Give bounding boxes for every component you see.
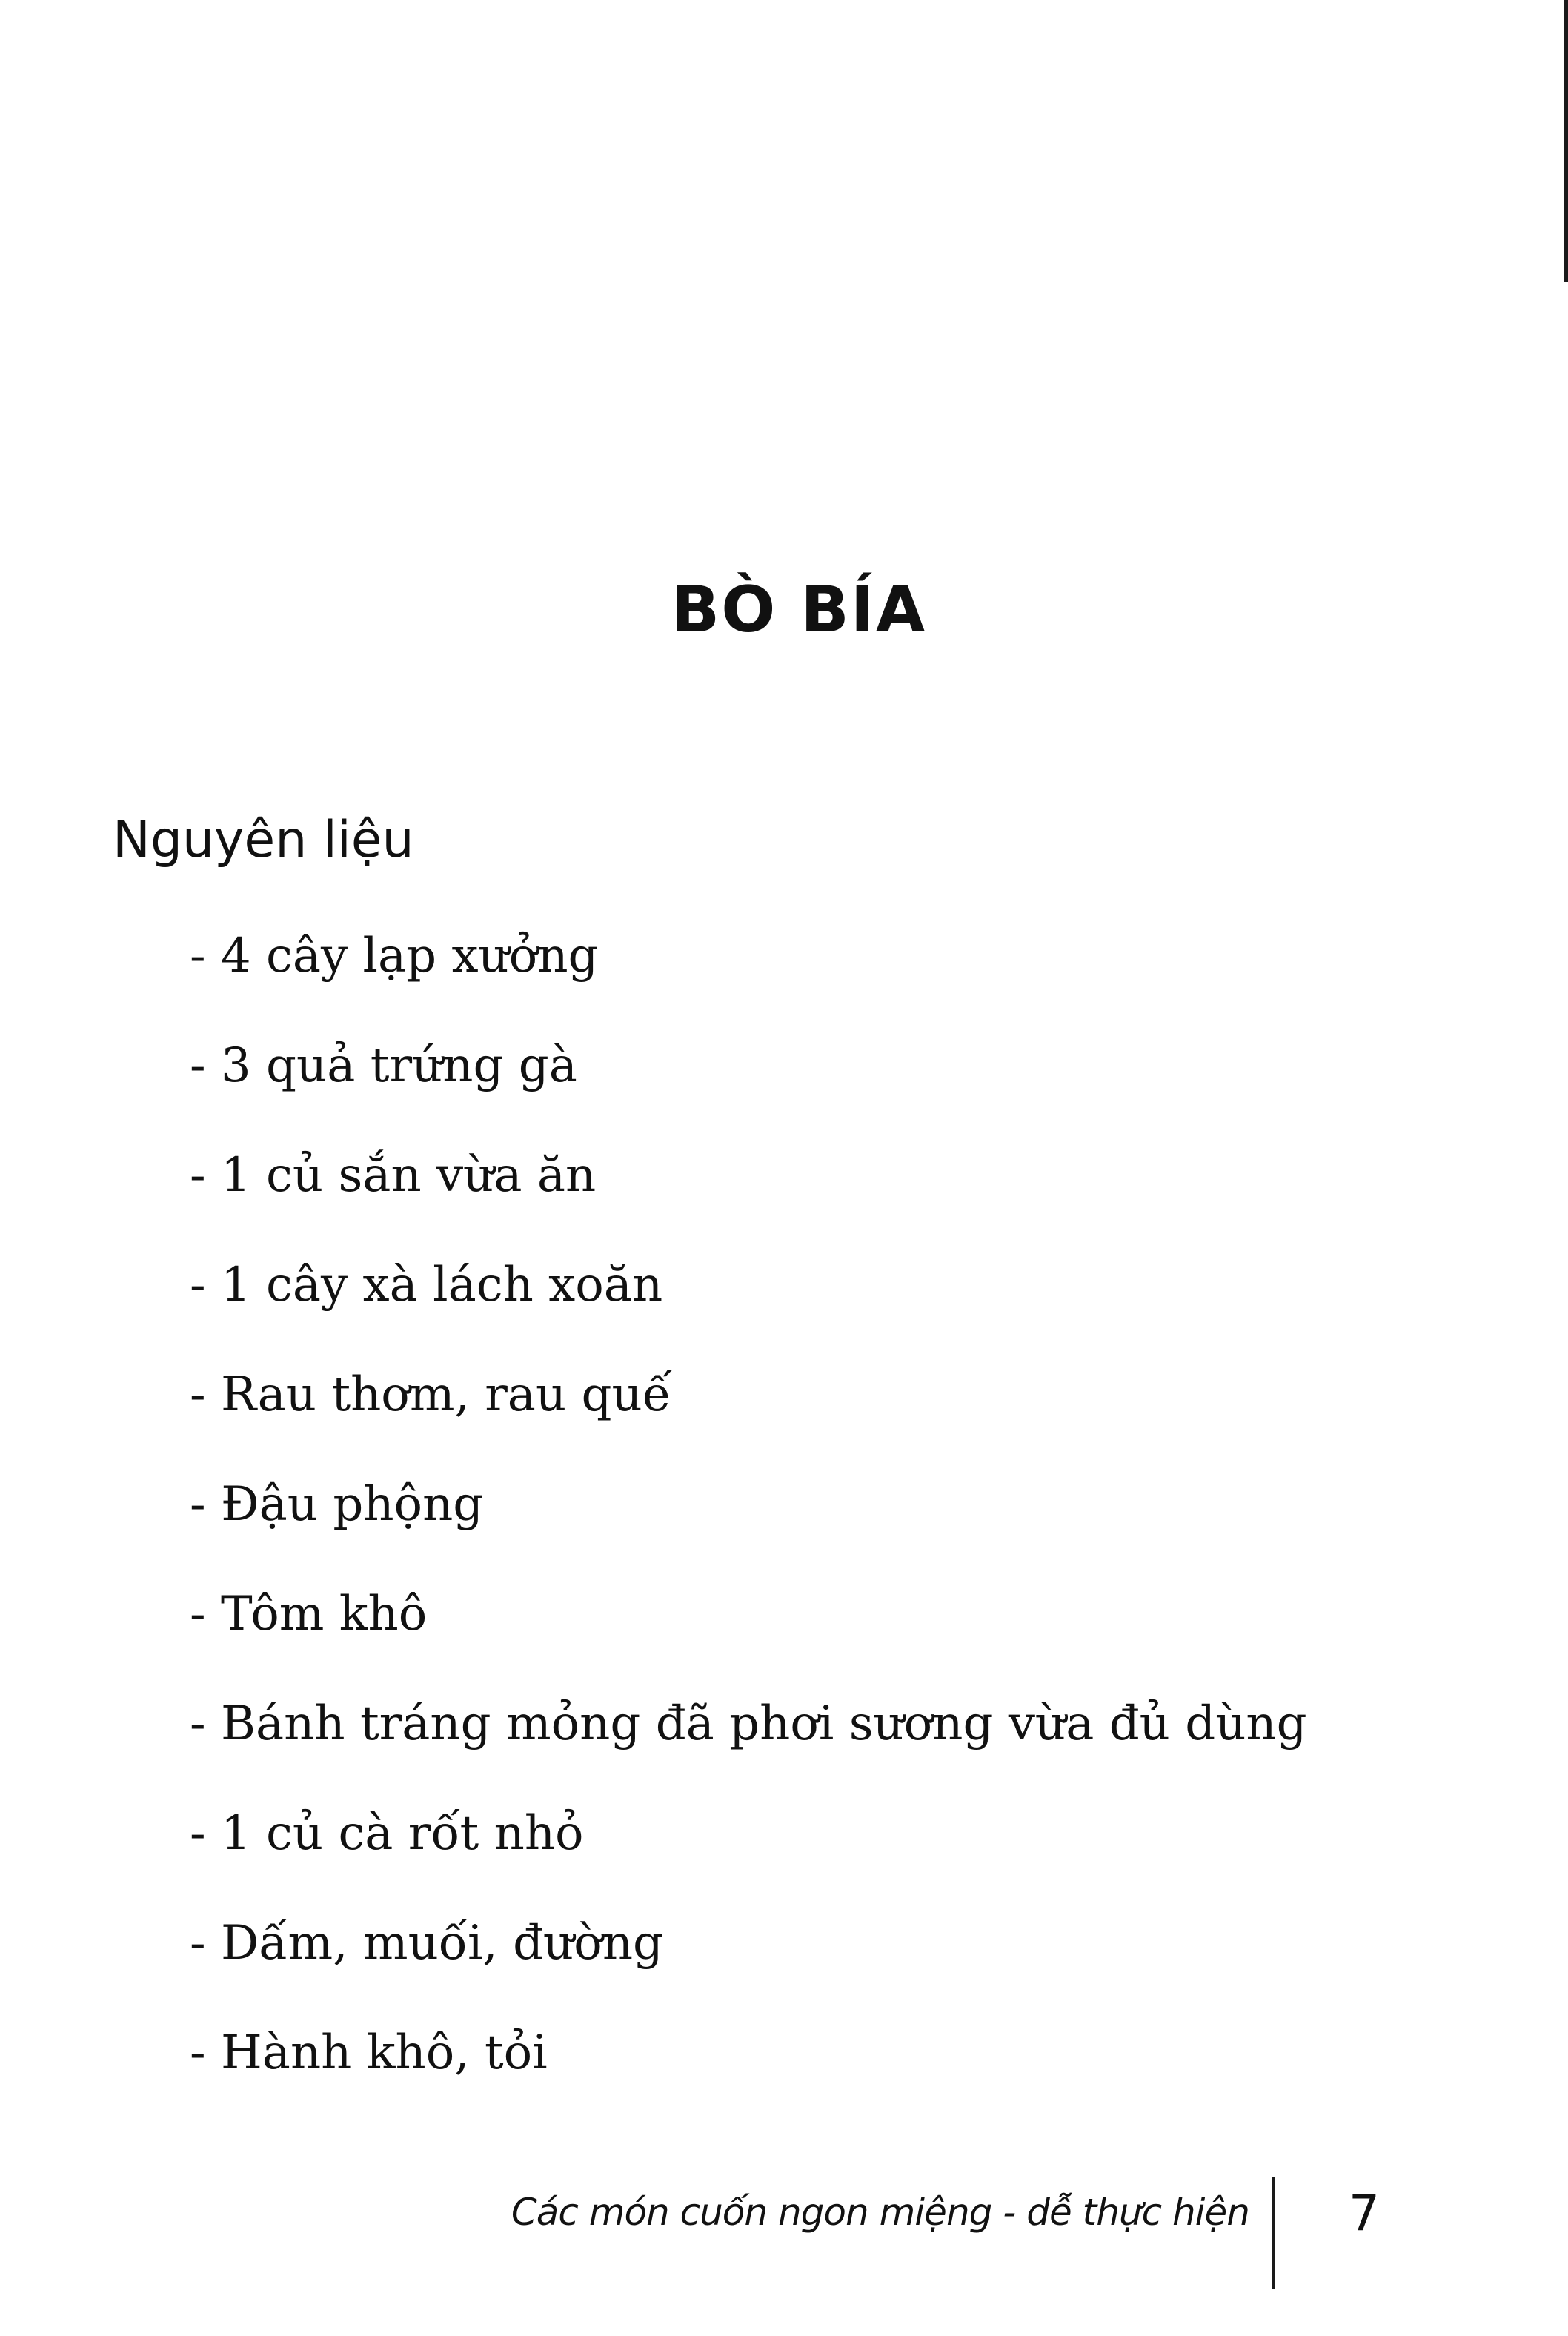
ingredient-item: - 1 củ cà rốt nhỏ — [190, 1806, 584, 1861]
page-edge-line — [1564, 0, 1568, 282]
page-footer — [0, 2177, 1568, 2296]
ingredient-item: - Rau thơm, rau quế — [190, 1367, 672, 1422]
ingredient-item: - Hành khô, tỏi — [190, 2025, 548, 2080]
ingredient-item: - Đậu phộng — [190, 1477, 484, 1532]
footer-caption: Các món cuốn ngon miệng - dễ thực hiện — [511, 2191, 1249, 2234]
ingredient-item: - 1 cây xà lách xoăn — [190, 1258, 663, 1313]
ingredient-item: - Dấm, muối, đường — [190, 1916, 663, 1971]
ingredient-item: - Tôm khô — [190, 1587, 428, 1642]
ingredient-item: - 3 quả trứng gà — [190, 1038, 577, 1093]
page-title: BÒ BÍA — [671, 573, 927, 647]
footer-divider — [1272, 2177, 1275, 2289]
ingredient-item: - 4 cây lạp xưởng — [190, 929, 599, 983]
ingredient-item: - Bánh tráng mỏng đã phơi sương vừa đủ dùng — [190, 1696, 1307, 1751]
section-heading: Nguyên liệu — [113, 811, 414, 869]
ingredient-item: - 1 củ sắn vừa ăn — [190, 1148, 597, 1203]
ingredient-list — [190, 925, 1307, 2131]
page-number: 7 — [1349, 2185, 1380, 2242]
